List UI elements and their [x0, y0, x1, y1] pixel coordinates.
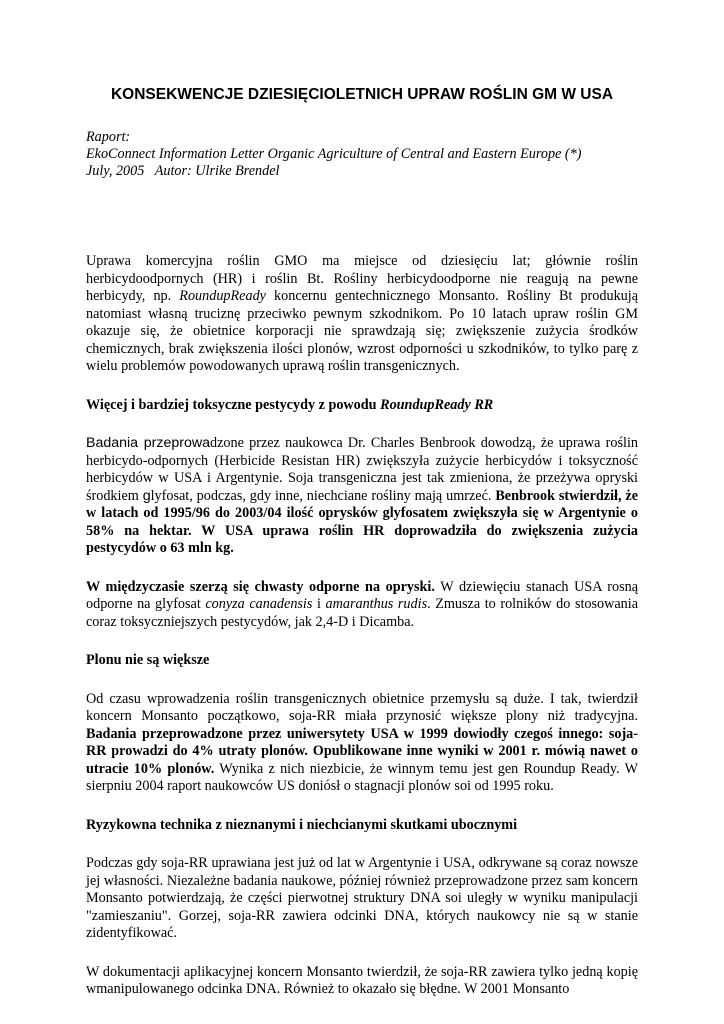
- risk-paragraph-2: W dokumentacji aplikacyjnej koncern Monsanto twierdził, że soja-RR zawiera tylko jedną kopię wmanipulowanego odcinka DNA. Również to okazało się błędne. W 2001 Monsanto: [86, 963, 638, 997]
- yields-paragraph: [86, 691, 638, 796]
- spacer: [86, 180, 638, 253]
- text-run: koncernu gentechnicznego Monsanto. Rośliny Bt produkują natomiast własną truciznę przeciwko pewnym szkodnikom. Po 10 latach upraw roślin GM okazuje się, że obietnice korporacji nie sprawdzają się; zwiększenie zużycia środków chemicznych, brak zwiększenia ilości plonów, wzrost odporności u szkodników, to tylko parę z wielu problemów powodowanych uprawą roślin transgenicznych.: [86, 288, 638, 374]
- text-run: W dziewięciu stanach USA rosną odporne na glyfosat: [86, 578, 638, 612]
- risk-paragraph-1: Podczas gdy soja-RR uprawiana jest już od lat w Argentynie i USA, odkrywane są coraz nowsze jej własności. Niezależne badania naukowe, później również przeprowadzone przez sam koncern Monsanto potwierdzają, że części pierwotnej struktury DNA soi uległy w wyniku manipulacji "zamieszaniu". Gorzej, soja-RR zawiera odcinki DNA, których naukowcy nie są w stanie zidentyfikować.: [86, 855, 638, 941]
- page-title: KONSEKWENCJE DZIESIĘCIOLETNICH UPRAW ROŚLIN GM W USA: [110, 86, 614, 103]
- intro-paragraph: [86, 253, 638, 376]
- text-run: . Zmusza to rolników do stosowania coraz toksyczniejszych pestycydów, jak 2,4-D i Dicamba.: [86, 596, 638, 630]
- section-heading-risk: Ryzykowna technika z nieznanymi i niechcianymi skutkami ubocznymi: [86, 816, 518, 833]
- text-run: i: [312, 596, 326, 612]
- report-metadata: [86, 129, 638, 180]
- text-run-italic: amaranthus rudis: [325, 596, 428, 612]
- text-run-bold: Badania przeprowadzone przez uniwersytety USA w 1999 dowiodły czegoś innego: soja-RR prowadzi do 4% utraty plonów. Opublikowane inne wyniki w 2001 r. mówią nawet o utracie 10% plonów.: [86, 725, 638, 777]
- section-heading-pesticides: [86, 397, 638, 415]
- text-run-bold: W międzyczasie szerzą się chwasty odporne na opryski.: [86, 578, 435, 595]
- publication-name: EkoConnect Information Letter Organic Agriculture of Central and Eastern Europe (*): [86, 146, 582, 162]
- weeds-paragraph: [86, 579, 638, 632]
- text-run-bold: Benbrook stwierdził, że w latach od 1995/96 do 2003/04 ilość oprysków glyfosatem zwiększyła się w Argentynie o 58% na hektar. W USA uprawa roślin HR doprowadziła do zwiększenia zużycia pestycydów o 63 mln kg.: [86, 487, 638, 556]
- text-run: Uprawa komercyjna roślin GMO ma miejsce od dziesięciu lat; głównie roślin herbicydoodpornych (HR) i roślin Bt. Rośliny herbicydoodporne nie reagują na pewne herbicydy, np.: [86, 253, 638, 304]
- text-run-italic: conyza canadensis: [205, 596, 313, 612]
- text-run: Od czasu wprowadzenia roślin transgenicznych obietnice przemysłu są duże. I tak, twierdził koncern Monsanto początkowo, soja-RR miała przynosić większe plony niż tradycyjna.: [86, 690, 638, 724]
- text-run: Wynika z nich niezbicie, że winnym temu jest gen Roundup Ready. W sierpniu 2004 raport naukowców US doniósł o stagnacji plonów soi od 1995 roku.: [86, 760, 638, 794]
- text-run-sans: Badania przeprowa: [86, 435, 210, 451]
- date-author: July, 2005 Autor: Ulrike Brendel: [86, 163, 280, 179]
- heading-text: Więcej i bardziej toksyczne pestycydy z powodu: [86, 396, 381, 413]
- text-run: lyfosat, podczas, gdy inne, niechciane rośliny mają umrzeć.: [150, 487, 496, 504]
- text-run: dzone przez naukowca Dr. Charles Benbrook dowodzą, że uprawa roślin herbicydo-odpornych (Herbicide Resistan HR) zwiększyła zużycie herbicydów i toksyczność herbicydów w USA i Argentynie. Soja transgeniczna jest tak zmieniona, że przeżywa opryski środkiem: [86, 435, 638, 504]
- text-run-sans: g: [142, 487, 151, 504]
- text-run-italic: RoundupReady: [179, 288, 266, 304]
- section-heading-yields: Plonu nie są większe: [86, 652, 210, 668]
- benbrook-paragraph: [86, 435, 638, 558]
- heading-text-italic: RoundupReady RR: [380, 396, 494, 413]
- report-label: Raport:: [86, 129, 131, 145]
- document-content: [86, 86, 638, 1020]
